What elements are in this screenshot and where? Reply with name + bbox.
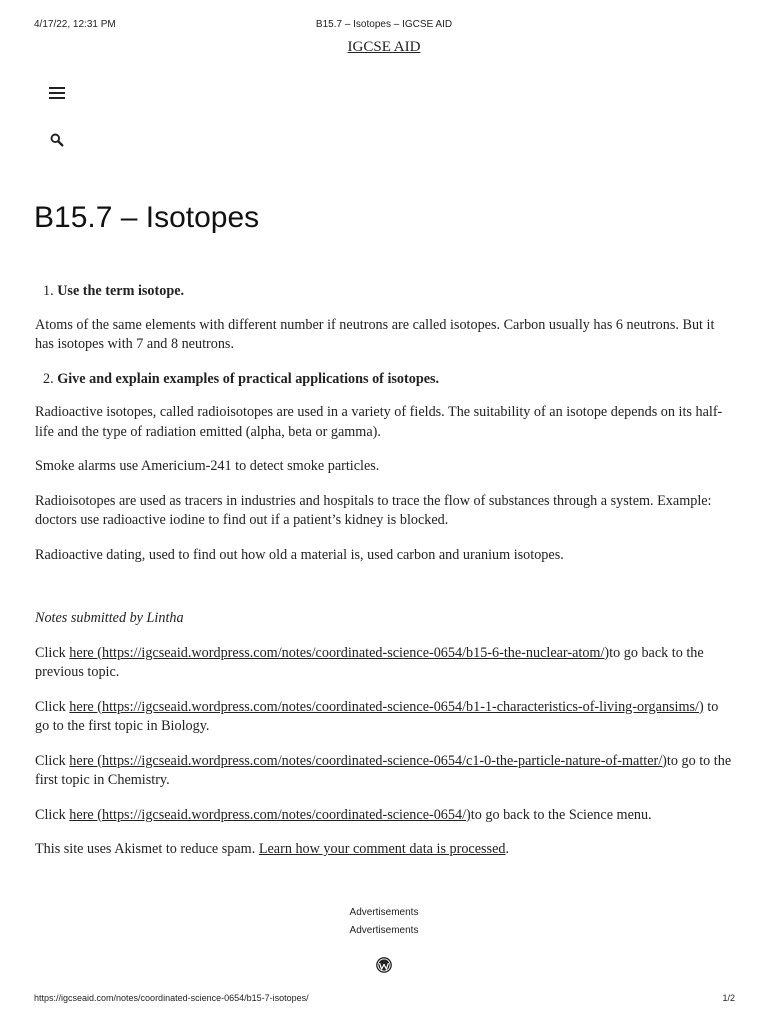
nav-paragraph-chemistry: [35, 752, 735, 791]
answer-2-paragraph-3: Radioisotopes are used as tracers in industries and hospitals to trace the flow of substances through a system. Example: doctors use radioactive iodine to find out if a patient’s kidney is blocked.: [35, 492, 712, 528]
print-datetime: 4/17/22, 12:31 PM: [34, 19, 116, 30]
print-header: [0, 19, 768, 33]
site-title: [0, 39, 768, 56]
previous-topic-link[interactable]: here (https://igcseaid.wordpress.com/notes/coordinated-science-0654/b15-6-the-nuclear-atom/): [69, 644, 610, 661]
answer-2-paragraph-2: Smoke alarms use Americium-241 to detect smoke particles.: [35, 458, 380, 474]
nav-paragraph-science-menu: [35, 806, 735, 826]
print-page-url: https://igcseaid.com/notes/coordinated-science-0654/b15-7-isotopes/: [34, 993, 309, 1003]
question-1-text: Use the term isotope.: [57, 283, 185, 299]
previous-topic-suffix: to go back to the previous topic.: [35, 644, 704, 680]
science-menu-link[interactable]: here (https://igcseaid.wordpress.com/notes/coordinated-science-0654/): [69, 806, 471, 823]
nav-paragraph-biology: [35, 698, 735, 737]
chemistry-first-topic-link[interactable]: here (https://igcseaid.wordpress.com/notes/coordinated-science-0654/c1-0-the-particle-nature-of-matter/): [69, 752, 667, 769]
akismet-end: .: [505, 841, 510, 857]
question-1: [35, 282, 735, 302]
click-label: Click: [35, 698, 66, 715]
biology-first-topic-suffix: to go to the first topic in Biology.: [35, 698, 719, 734]
hamburger-menu-icon[interactable]: [49, 87, 65, 100]
science-menu-suffix: to go back to the Science menu.: [470, 806, 652, 823]
wordpress-logo-icon[interactable]: [376, 957, 392, 973]
answer-1-paragraph: Atoms of the same elements with different number if neutrons are called isotopes. Carbon usually has 6 neutrons. But it has isotopes with 7 and 8 neutrons.: [35, 316, 715, 352]
click-label: Click: [35, 806, 66, 823]
biology-first-topic-link[interactable]: here (https://igcseaid.wordpress.com/notes/coordinated-science-0654/b1-1-characteristics-of-living-organsims/): [69, 698, 704, 715]
akismet-notice: [35, 840, 735, 860]
question-2-text: Give and explain examples of practical applications of isotopes.: [57, 370, 440, 387]
question-1-number: 1.: [43, 283, 54, 299]
akismet-text: This site uses Akismet to reduce spam.: [35, 841, 259, 857]
article-content: [35, 282, 735, 875]
click-label: Click: [35, 644, 66, 661]
question-2: [35, 370, 735, 390]
answer-2-paragraph-4: Radioactive dating, used to find out how old a material is, used carbon and uranium isotopes.: [35, 546, 564, 563]
advertisement-label-1: Advertisements: [349, 907, 419, 918]
notes-credit: Notes submitted by Lintha: [35, 610, 184, 626]
page-title: B15.7 – Isotopes: [34, 201, 260, 234]
print-page-number: 1/2: [722, 993, 735, 1003]
question-2-number: 2.: [43, 370, 54, 387]
click-label: Click: [35, 752, 66, 769]
akismet-learn-link[interactable]: Learn how your comment data is processed: [258, 841, 506, 857]
chemistry-first-topic-suffix: to go to the first topic in Chemistry.: [35, 752, 732, 788]
print-page-title: B15.7 – Isotopes – IGCSE AID: [315, 19, 453, 30]
nav-paragraph-previous: [35, 644, 735, 683]
answer-2-paragraph-1: Radioactive isotopes, called radioisotopes are used in a variety of fields. The suitability of an isotope depends on its half-life and the type of radiation emitted (alpha, beta or gamma).: [35, 404, 723, 440]
search-icon[interactable]: [49, 132, 65, 148]
advertisement-label-2: Advertisements: [349, 925, 419, 936]
site-title-link[interactable]: IGCSE AID: [347, 39, 421, 55]
advertisements: [0, 904, 768, 940]
